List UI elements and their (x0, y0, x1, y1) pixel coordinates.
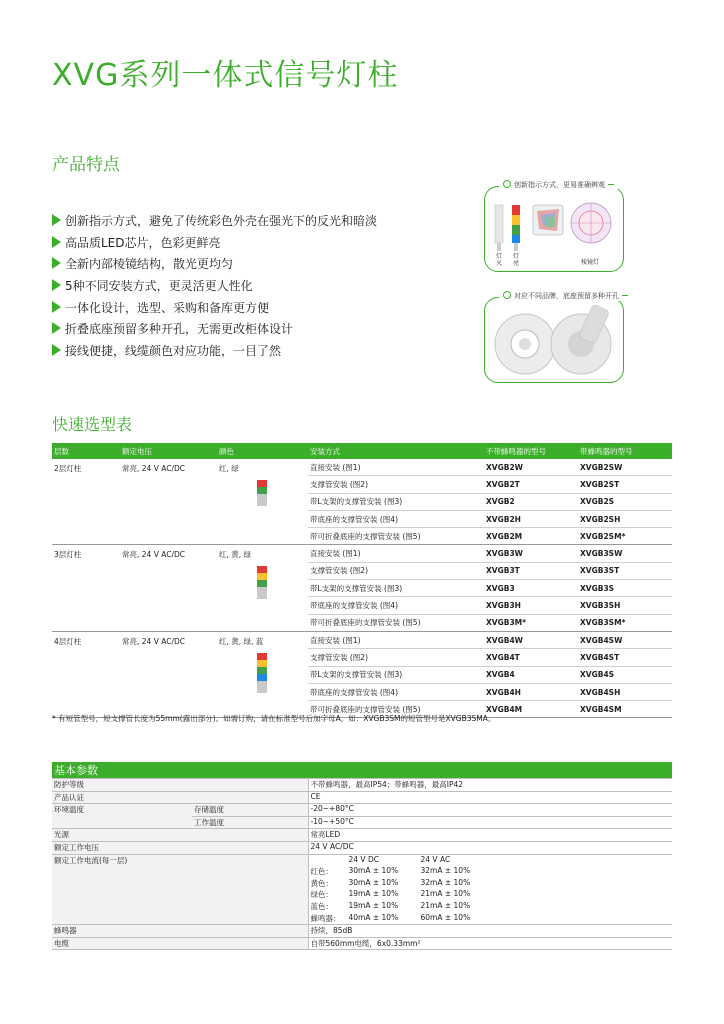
tower-layer (257, 480, 267, 487)
base-illustration (485, 298, 623, 382)
label-off: 灯 灭 (496, 253, 503, 267)
feature-item: 全新内部棱镜结构，散光更均匀 (52, 254, 482, 276)
model-cell: XVGB2M (484, 528, 578, 545)
footnote: * 有短管型号，短支撑管长度为55mm(露出部分)。如需订购，请在标准型号后加字母A。如：XVGB3SM的短管型号是XVGB3SMA。 (52, 714, 496, 723)
table-row: 工作温度 -10~+50°C (52, 816, 672, 829)
table-row: 光源 常亮LED (52, 829, 672, 842)
model-buzzer-cell: XVGB4ST (578, 649, 672, 666)
model-cell: XVGB3W (484, 545, 578, 562)
params-header: 基本参数 (52, 762, 672, 779)
table-row: 额定工作电压 24 V AC/DC (52, 841, 672, 854)
page-title: XVG系列一体式信号灯柱 (52, 58, 399, 93)
model-cell: XVGB4H (484, 683, 578, 700)
model-cell: XVGB3M* (484, 614, 578, 631)
colors-cell (217, 545, 308, 631)
tower-layer (257, 674, 267, 681)
tower-layer (257, 566, 267, 573)
arrow-icon (52, 279, 61, 291)
colors-text: 红, 黄, 绿 (219, 550, 252, 560)
model-buzzer-cell: XVGB2SM* (578, 528, 672, 545)
colors-text: 红, 绿 (219, 464, 239, 473)
voltage-cell: 常亮, 24 V AC/DC (120, 545, 217, 631)
mount-cell: 支撑管安装 (图2) (308, 649, 484, 666)
features-list (52, 211, 482, 363)
tower-layer (257, 487, 267, 494)
model-buzzer-cell: XVGB2ST (578, 476, 672, 493)
layers-cell: 4层灯柱 (52, 631, 120, 717)
model-cell: XVGB2H (484, 510, 578, 527)
features-title: 产品特点 (52, 155, 120, 175)
model-cell: XVGB4M (484, 701, 578, 718)
mount-cell: 直接安装 (图1) (308, 545, 484, 562)
arrow-icon (52, 214, 61, 226)
table-row (52, 459, 672, 476)
selection-table (52, 443, 672, 718)
model-buzzer-cell: XVGB3SM* (578, 614, 672, 631)
mount-cell: 直接安装 (图1) (308, 631, 484, 648)
arrow-icon (52, 301, 61, 313)
model-buzzer-cell: XVGB2SH (578, 510, 672, 527)
mount-cell: 支撑管安装 (图2) (308, 476, 484, 493)
model-buzzer-cell: XVGB3SH (578, 597, 672, 614)
mount-cell: 直接安装 (图1) (308, 459, 484, 476)
table-header: 层数 额定电压 颜色 安装方式 不带蜂鸣器的型号 带蜂鸣器的型号 (52, 443, 672, 459)
label-prism: 棱镜灯 (581, 259, 600, 266)
model-buzzer-cell: XVGB3ST (578, 562, 672, 579)
feature-item: 一体化设计，选型、采购和备库更方便 (52, 298, 482, 320)
feature-item: 接线便捷，线缆颜色对应功能，一目了然 (52, 341, 482, 363)
current-row: 蓝色： 19mA ± 10% 21mA ± 10% (310, 900, 471, 911)
model-buzzer-cell: XVGB4SH (578, 683, 672, 700)
current-row: 黄色： 30mA ± 10% 32mA ± 10% (310, 877, 471, 888)
arrow-icon (52, 236, 61, 248)
model-buzzer-cell: XVGB3SW (578, 545, 672, 562)
model-buzzer-cell: XVGB4SM (578, 701, 672, 718)
tower-base (257, 494, 267, 506)
arrow-icon (52, 257, 61, 269)
mount-cell: 带L支架的支撑管安装 (图3) (308, 493, 484, 510)
model-buzzer-cell: XVGB3S (578, 580, 672, 597)
model-cell: XVGB2W (484, 459, 578, 476)
table-row: 环境温度 存储温度 -20~+80°C (52, 804, 672, 817)
table-row (52, 631, 672, 648)
colors-cell (217, 631, 308, 717)
feature-item: 5种不同安装方式，更灵活更人性化 (52, 276, 482, 298)
layers-cell: 2层灯柱 (52, 459, 120, 545)
current-row: 红色： 30mA ± 10% 32mA ± 10% (310, 866, 471, 877)
mount-cell: 带可折叠底座的支撑管安装 (图5) (308, 528, 484, 545)
label-on: 灯 亮 (513, 253, 520, 267)
table-row: 产品认证 CE (52, 791, 672, 804)
table-row: 蜂鸣器 持续，85dB (52, 925, 672, 938)
mount-cell: 带可折叠底座的支撑管安装 (图5) (308, 701, 484, 718)
indicator-image-box: 创新指示方式，更易准确辨观 灯 灭 灯 亮 棱镜灯 (484, 186, 624, 272)
mount-cell: 带L支架的支撑管安装 (图3) (308, 580, 484, 597)
current-row: 24 V DC 24 V AC (348, 854, 451, 864)
model-cell: XVGB4 (484, 666, 578, 683)
tower-layer (257, 653, 267, 660)
mount-cell: 支撑管安装 (图2) (308, 562, 484, 579)
tower-layer (257, 660, 267, 667)
signal-tower-icon (257, 653, 267, 693)
model-buzzer-cell: XVGB2S (578, 493, 672, 510)
table-row: 电缆 自带560mm电缆，6x0.33mm² (52, 937, 672, 950)
feature-item: 折叠底座预留多种开孔，无需更改柜体设计 (52, 319, 482, 341)
model-cell: XVGB2 (484, 493, 578, 510)
params-table (52, 762, 672, 950)
model-cell: XVGB3 (484, 580, 578, 597)
model-buzzer-cell: XVGB4SW (578, 631, 672, 648)
current-row: 绿色： 19mA ± 10% 21mA ± 10% (310, 889, 471, 900)
model-cell: XVGB4T (484, 649, 578, 666)
current-row: 蜂鸣器： 40mA ± 10% 60mA ± 10% (310, 912, 471, 923)
mount-cell: 带L支架的支撑管安装 (图3) (308, 666, 484, 683)
base-image-box: 对应不同品牌，底座预留多种开孔 (484, 297, 624, 383)
model-cell: XVGB3H (484, 597, 578, 614)
signal-tower-icon (257, 566, 267, 599)
mount-cell: 带底座的支撑管安装 (图4) (308, 597, 484, 614)
tower-layer (257, 667, 267, 674)
model-buzzer-cell: XVGB2SW (578, 459, 672, 476)
model-cell: XVGB3T (484, 562, 578, 579)
tower-layer (257, 573, 267, 580)
table-row: 防护等级 不带蜂鸣器，最高IP54；带蜂鸣器，最高IP42 (52, 779, 672, 792)
layers-cell: 3层灯柱 (52, 545, 120, 631)
model-buzzer-cell: XVGB4S (578, 666, 672, 683)
tower-layer (257, 580, 267, 587)
model-cell: XVGB2T (484, 476, 578, 493)
voltage-cell: 常亮, 24 V AC/DC (120, 631, 217, 717)
mount-cell: 带底座的支撑管安装 (图4) (308, 683, 484, 700)
feature-item: 创新指示方式，避免了传统彩色外壳在强光下的反光和暗淡 (52, 211, 482, 233)
arrow-icon (52, 344, 61, 356)
table-row (52, 545, 672, 562)
current-table (311, 855, 501, 925)
indicator-illustration (485, 187, 623, 271)
mount-cell: 带可折叠底座的支撑管安装 (图5) (308, 614, 484, 631)
tower-base (257, 681, 267, 693)
colors-cell (217, 459, 308, 545)
signal-tower-icon (257, 480, 267, 506)
feature-item: 高品质LED芯片，色彩更鲜亮 (52, 233, 482, 255)
selection-title: 快速选型表 (52, 415, 133, 434)
arrow-icon (52, 322, 61, 334)
table-row: 额定工作电流(每一层) 24 V DC 24 V AC 红色： 30mA ± 10% 32mA ± 10% 黄色： 30mA ± 10% 32mA ± 10% 绿色： 19mA ± 10% 21mA ± 10% 蓝色： 19mA ± 10% 21mA ± 10% 蜂鸣器： 40mA ± 10% 60mA ± 10% (52, 854, 672, 925)
mount-cell: 带底座的支撑管安装 (图4) (308, 510, 484, 527)
tower-base (257, 587, 267, 599)
colors-text: 红, 黄, 绿, 蓝 (219, 636, 264, 646)
voltage-cell: 常亮, 24 V AC/DC (120, 459, 217, 545)
model-cell: XVGB4W (484, 631, 578, 648)
